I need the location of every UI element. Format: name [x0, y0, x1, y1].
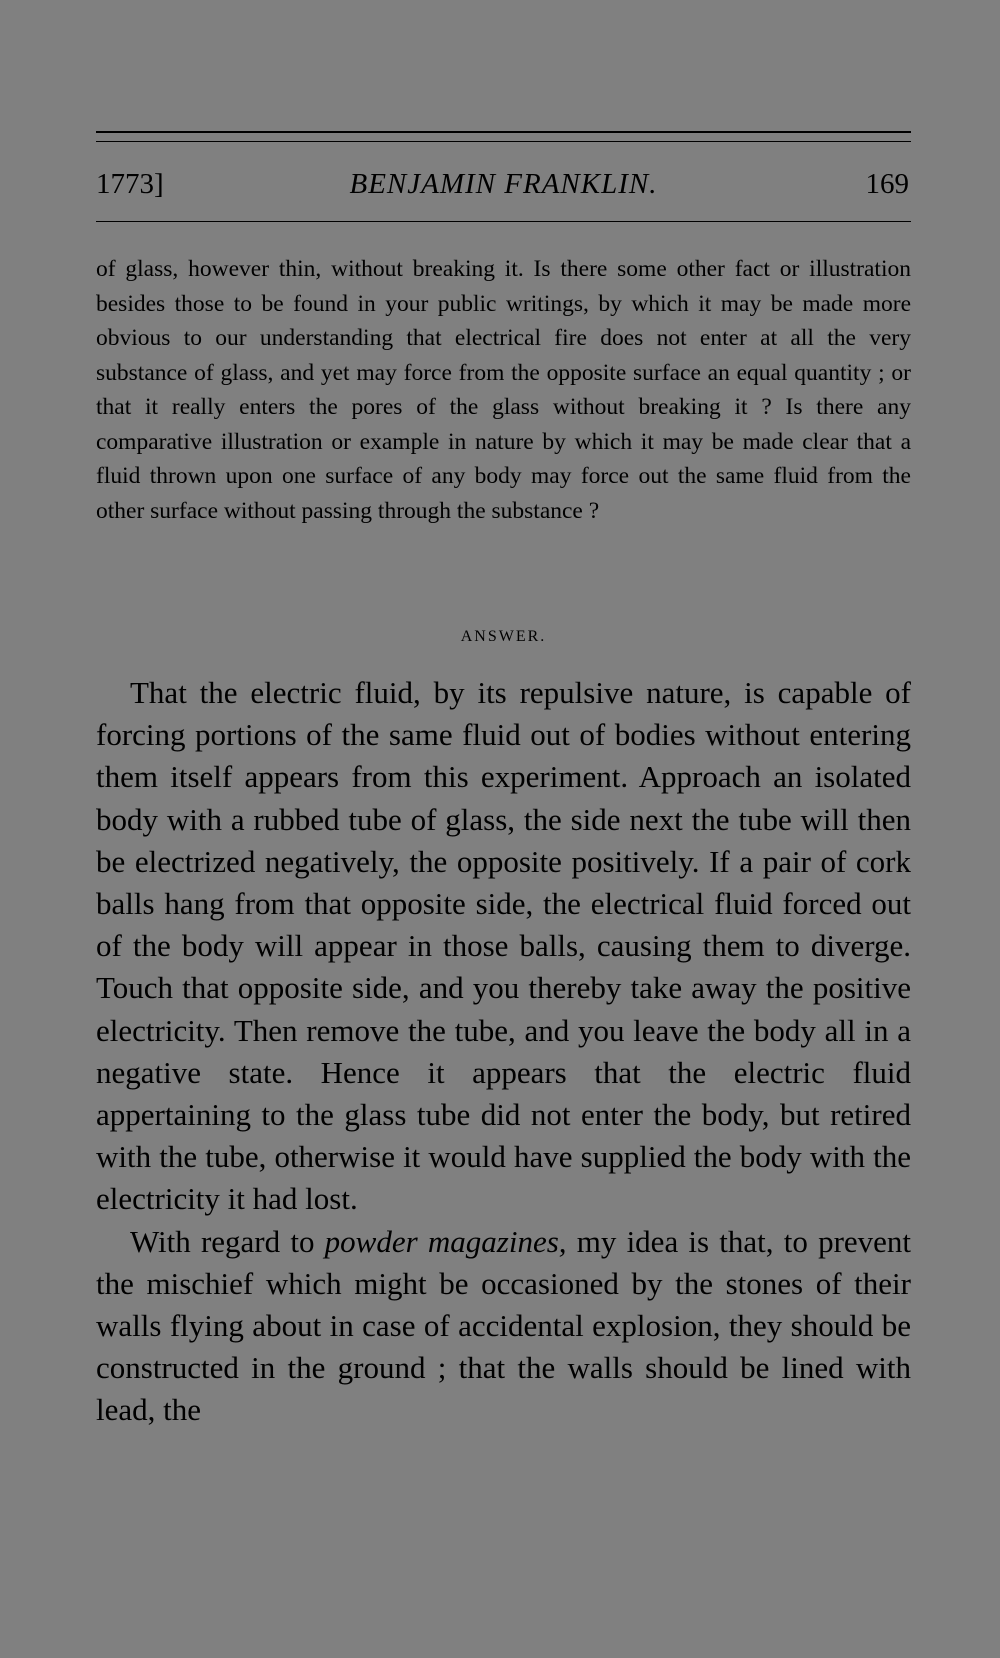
page-number: 169	[865, 168, 909, 200]
answer-paragraph-1: That the electric fluid, by its repulsive nature, is capable of forcing portions of the same fluid out of bodies without entering them itself appears from this experiment. Approach an isolated body with a rubbed tube of glass, the side next the tube will then be electrized negatively, the opposite positively. If a pair of cork balls hang from that opposite side, the electrical fluid forced out of the body will appear in those balls, causing them to diverge. Touch that opposite side, and you thereby take away the positive electricity. Then remove the tube, and you leave the body all in a negative state. Hence it appears that the electric fluid appertaining to the glass tube did not enter the body, but retired with the tube, otherwise it would have supplied the body with the electricity it had lost.	[96, 675, 911, 1217]
top-rule-thin	[96, 141, 911, 142]
running-head-title: BENJAMIN FRANKLIN.	[349, 168, 658, 200]
running-head-year: 1773]	[96, 168, 164, 200]
question-paragraph: of glass, however thin, without breaking it. Is there some other fact or illustration besides those to be found in your public writings, by which it may be made more obvious to our understanding that electrical fire does not enter at all the very substance of glass, and yet may force from the opposite surface an equal quantity ; or that it really enters the pores of the glass without breaking it ? Is there any comparative illustration or example in nature by which it may be made clear that a fluid thrown upon one surface of any body may force out the same fluid from the other surface without passing through the substance ?	[96, 256, 911, 524]
answer-paragraph-2	[96, 1221, 911, 1432]
header-rule	[96, 221, 911, 222]
running-head	[96, 166, 911, 202]
paragraph-2-start: With regard to	[130, 1223, 315, 1259]
answer-heading: ANSWER.	[460, 628, 547, 645]
paragraph-2-rest: my idea is that, to prevent the mischief which might be occasioned by the stones of their walls flying about in case of accidental explosion, they should be constructed in the ground ; that the walls should be lined with lead, the	[96, 1223, 912, 1428]
italic-phrase: powder magazines,	[324, 1223, 567, 1259]
answer-body	[96, 672, 911, 1432]
top-rule	[96, 131, 911, 133]
